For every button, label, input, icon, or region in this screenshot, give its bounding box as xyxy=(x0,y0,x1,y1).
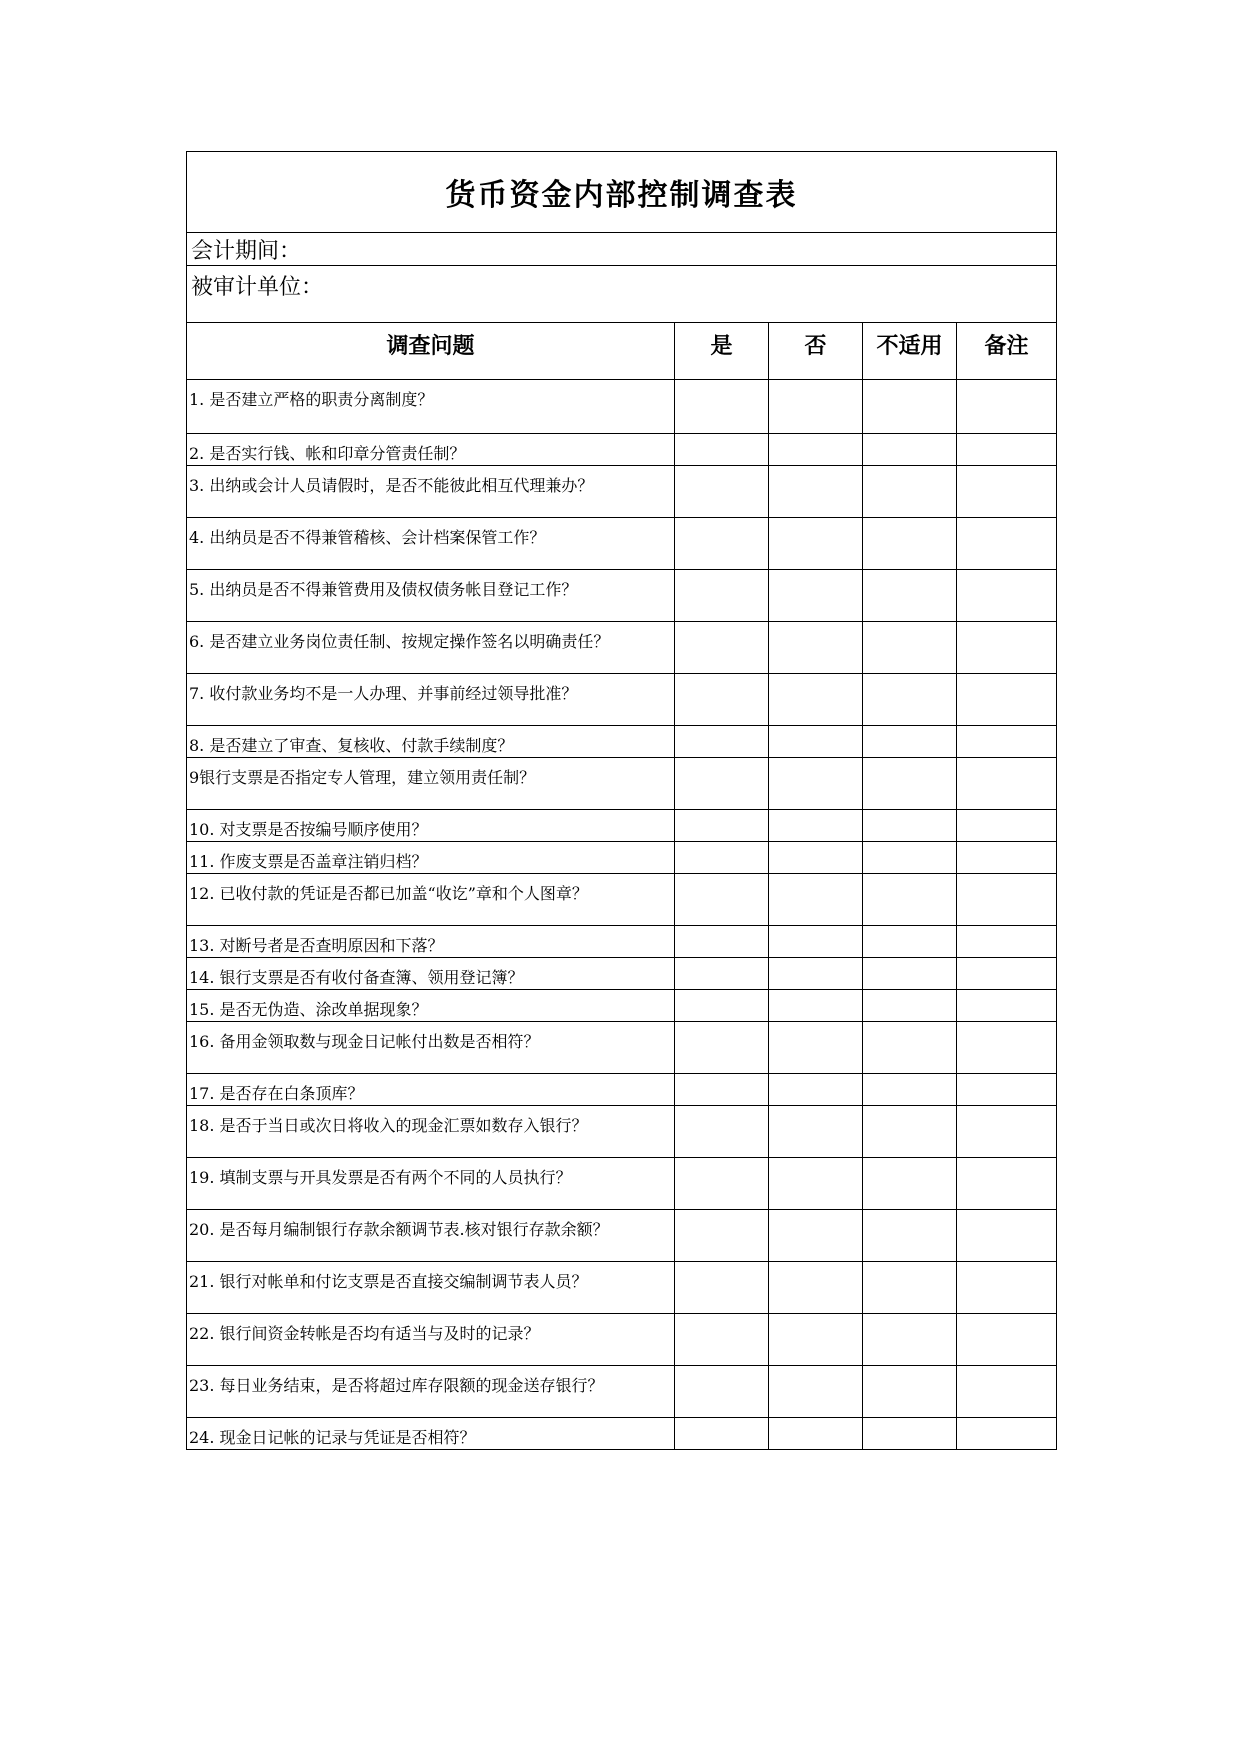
question-cell: 7. 收付款业务均不是一人办理、并事前经过领导批准？ xyxy=(187,674,675,726)
remark-cell[interactable] xyxy=(957,958,1057,990)
question-cell: 12. 已收付款的凭证是否都已加盖“收讫”章和个人图章？ xyxy=(187,874,675,926)
question-cell: 24. 现金日记帐的记录与凭证是否相符？ xyxy=(187,1418,675,1450)
table-row xyxy=(187,726,1057,758)
yes-cell[interactable] xyxy=(675,518,769,570)
table-row xyxy=(187,1210,1057,1262)
table-row xyxy=(187,1074,1057,1106)
question-cell: 19. 填制支票与开具发票是否有两个不同的人员执行？ xyxy=(187,1158,675,1210)
question-cell: 3. 出纳或会计人员请假时，是否不能彼此相互代理兼办？ xyxy=(187,466,675,518)
remark-cell[interactable] xyxy=(957,1074,1057,1106)
question-cell: 18. 是否于当日或次日将收入的现金汇票如数存入银行？ xyxy=(187,1106,675,1158)
unit-label: 被审计单位： xyxy=(187,266,1057,323)
question-cell: 22. 银行间资金转帐是否均有适当与及时的记录？ xyxy=(187,1314,675,1366)
no-cell[interactable] xyxy=(769,1366,863,1418)
survey-table xyxy=(186,151,1057,1450)
table-row xyxy=(187,1418,1057,1450)
no-cell[interactable] xyxy=(769,1158,863,1210)
yes-cell[interactable] xyxy=(675,1106,769,1158)
na-cell[interactable] xyxy=(863,758,957,810)
table-row xyxy=(187,1366,1057,1418)
remark-cell[interactable] xyxy=(957,1262,1057,1314)
yes-cell[interactable] xyxy=(675,1022,769,1074)
question-cell: 21. 银行对帐单和付讫支票是否直接交编制调节表人员？ xyxy=(187,1262,675,1314)
remark-cell[interactable] xyxy=(957,758,1057,810)
yes-cell[interactable] xyxy=(675,1366,769,1418)
yes-cell[interactable] xyxy=(675,874,769,926)
question-cell: 2. 是否实行钱、帐和印章分管责任制？ xyxy=(187,434,675,466)
na-cell[interactable] xyxy=(863,674,957,726)
col-remark: 备注 xyxy=(957,323,1057,380)
table-row xyxy=(187,674,1057,726)
remark-cell[interactable] xyxy=(957,1210,1057,1262)
col-no: 否 xyxy=(769,323,863,380)
remark-cell[interactable] xyxy=(957,842,1057,874)
remark-cell[interactable] xyxy=(957,674,1057,726)
no-cell[interactable] xyxy=(769,622,863,674)
no-cell[interactable] xyxy=(769,518,863,570)
remark-cell[interactable] xyxy=(957,1106,1057,1158)
question-cell: 10. 对支票是否按编号顺序使用？ xyxy=(187,810,675,842)
yes-cell[interactable] xyxy=(675,810,769,842)
na-cell[interactable] xyxy=(863,466,957,518)
no-cell[interactable] xyxy=(769,926,863,958)
no-cell[interactable] xyxy=(769,380,863,434)
no-cell[interactable] xyxy=(769,758,863,810)
table-row xyxy=(187,990,1057,1022)
no-cell[interactable] xyxy=(769,810,863,842)
table-row xyxy=(187,758,1057,810)
yes-cell[interactable] xyxy=(675,466,769,518)
no-cell[interactable] xyxy=(769,1074,863,1106)
table-row xyxy=(187,1262,1057,1314)
yes-cell[interactable] xyxy=(675,434,769,466)
question-cell: 15. 是否无伪造、涂改单据现象？ xyxy=(187,990,675,1022)
na-cell[interactable] xyxy=(863,990,957,1022)
na-cell[interactable] xyxy=(863,1210,957,1262)
na-cell[interactable] xyxy=(863,518,957,570)
table-row xyxy=(187,926,1057,958)
na-cell[interactable] xyxy=(863,1314,957,1366)
na-cell[interactable] xyxy=(863,726,957,758)
na-cell[interactable] xyxy=(863,1262,957,1314)
na-cell[interactable] xyxy=(863,958,957,990)
table-row xyxy=(187,958,1057,990)
yes-cell[interactable] xyxy=(675,990,769,1022)
col-na: 不适用 xyxy=(863,323,957,380)
remark-cell[interactable] xyxy=(957,874,1057,926)
remark-cell[interactable] xyxy=(957,380,1057,434)
no-cell[interactable] xyxy=(769,990,863,1022)
no-cell[interactable] xyxy=(769,1210,863,1262)
col-question: 调查问题 xyxy=(187,323,675,380)
remark-cell[interactable] xyxy=(957,570,1057,622)
remark-cell[interactable] xyxy=(957,622,1057,674)
table-row xyxy=(187,1022,1057,1074)
yes-cell[interactable] xyxy=(675,758,769,810)
remark-cell[interactable] xyxy=(957,810,1057,842)
question-cell: 16. 备用金领取数与现金日记帐付出数是否相符？ xyxy=(187,1022,675,1074)
no-cell[interactable] xyxy=(769,1106,863,1158)
yes-cell[interactable] xyxy=(675,726,769,758)
yes-cell[interactable] xyxy=(675,842,769,874)
remark-cell[interactable] xyxy=(957,518,1057,570)
na-cell[interactable] xyxy=(863,1158,957,1210)
no-cell[interactable] xyxy=(769,842,863,874)
na-cell[interactable] xyxy=(863,570,957,622)
na-cell[interactable] xyxy=(863,380,957,434)
table-row xyxy=(187,1314,1057,1366)
no-cell[interactable] xyxy=(769,466,863,518)
na-cell[interactable] xyxy=(863,810,957,842)
no-cell[interactable] xyxy=(769,1314,863,1366)
table-row xyxy=(187,570,1057,622)
yes-cell[interactable] xyxy=(675,1074,769,1106)
remark-cell[interactable] xyxy=(957,1418,1057,1450)
yes-cell[interactable] xyxy=(675,1314,769,1366)
yes-cell[interactable] xyxy=(675,674,769,726)
question-cell: 5. 出纳员是否不得兼管费用及债权债务帐目登记工作？ xyxy=(187,570,675,622)
no-cell[interactable] xyxy=(769,726,863,758)
question-cell: 23. 每日业务结束，是否将超过库存限额的现金送存银行？ xyxy=(187,1366,675,1418)
question-cell: 14. 银行支票是否有收付备查簿、领用登记簿？ xyxy=(187,958,675,990)
question-cell: 1. 是否建立严格的职责分离制度？ xyxy=(187,380,675,434)
na-cell[interactable] xyxy=(863,874,957,926)
table-row xyxy=(187,874,1057,926)
yes-cell[interactable] xyxy=(675,380,769,434)
na-cell[interactable] xyxy=(863,926,957,958)
question-cell: 20. 是否每月编制银行存款余额调节表.核对银行存款余额？ xyxy=(187,1210,675,1262)
na-cell[interactable] xyxy=(863,1418,957,1450)
yes-cell[interactable] xyxy=(675,1418,769,1450)
question-cell: 8. 是否建立了审查、复核收、付款手续制度？ xyxy=(187,726,675,758)
table-row xyxy=(187,466,1057,518)
remark-cell[interactable] xyxy=(957,990,1057,1022)
table-row xyxy=(187,1158,1057,1210)
no-cell[interactable] xyxy=(769,1262,863,1314)
na-cell[interactable] xyxy=(863,1366,957,1418)
question-cell: 4. 出纳员是否不得兼管稽核、会计档案保管工作？ xyxy=(187,518,675,570)
no-cell[interactable] xyxy=(769,434,863,466)
remark-cell[interactable] xyxy=(957,726,1057,758)
question-cell: 13. 对断号者是否查明原因和下落？ xyxy=(187,926,675,958)
na-cell[interactable] xyxy=(863,1106,957,1158)
page-title: 货币资金内部控制调查表 xyxy=(187,152,1057,233)
no-cell[interactable] xyxy=(769,1418,863,1450)
period-label: 会计期间： xyxy=(187,233,1057,266)
yes-cell[interactable] xyxy=(675,570,769,622)
header-row xyxy=(187,323,1057,380)
no-cell[interactable] xyxy=(769,1022,863,1074)
no-cell[interactable] xyxy=(769,570,863,622)
table-row xyxy=(187,380,1057,434)
yes-cell[interactable] xyxy=(675,926,769,958)
remark-cell[interactable] xyxy=(957,1158,1057,1210)
table-row xyxy=(187,434,1057,466)
table-row xyxy=(187,622,1057,674)
question-cell: 11. 作废支票是否盖章注销归档？ xyxy=(187,842,675,874)
remark-cell[interactable] xyxy=(957,926,1057,958)
na-cell[interactable] xyxy=(863,842,957,874)
yes-cell[interactable] xyxy=(675,1158,769,1210)
na-cell[interactable] xyxy=(863,622,957,674)
remark-cell[interactable] xyxy=(957,1022,1057,1074)
table-row xyxy=(187,1106,1057,1158)
remark-cell[interactable] xyxy=(957,1314,1057,1366)
survey-sheet xyxy=(186,151,1056,1450)
no-cell[interactable] xyxy=(769,674,863,726)
col-yes: 是 xyxy=(675,323,769,380)
remark-cell[interactable] xyxy=(957,434,1057,466)
na-cell[interactable] xyxy=(863,1022,957,1074)
question-cell: 6. 是否建立业务岗位责任制、按规定操作签名以明确责任？ xyxy=(187,622,675,674)
yes-cell[interactable] xyxy=(675,1210,769,1262)
table-row xyxy=(187,810,1057,842)
na-cell[interactable] xyxy=(863,1074,957,1106)
no-cell[interactable] xyxy=(769,874,863,926)
no-cell[interactable] xyxy=(769,958,863,990)
yes-cell[interactable] xyxy=(675,958,769,990)
table-row xyxy=(187,842,1057,874)
remark-cell[interactable] xyxy=(957,1366,1057,1418)
remark-cell[interactable] xyxy=(957,466,1057,518)
table-row xyxy=(187,518,1057,570)
question-cell: 17. 是否存在白条顶库？ xyxy=(187,1074,675,1106)
question-cell: 9银行支票是否指定专人管理，建立领用责任制？ xyxy=(187,758,675,810)
yes-cell[interactable] xyxy=(675,622,769,674)
yes-cell[interactable] xyxy=(675,1262,769,1314)
na-cell[interactable] xyxy=(863,434,957,466)
